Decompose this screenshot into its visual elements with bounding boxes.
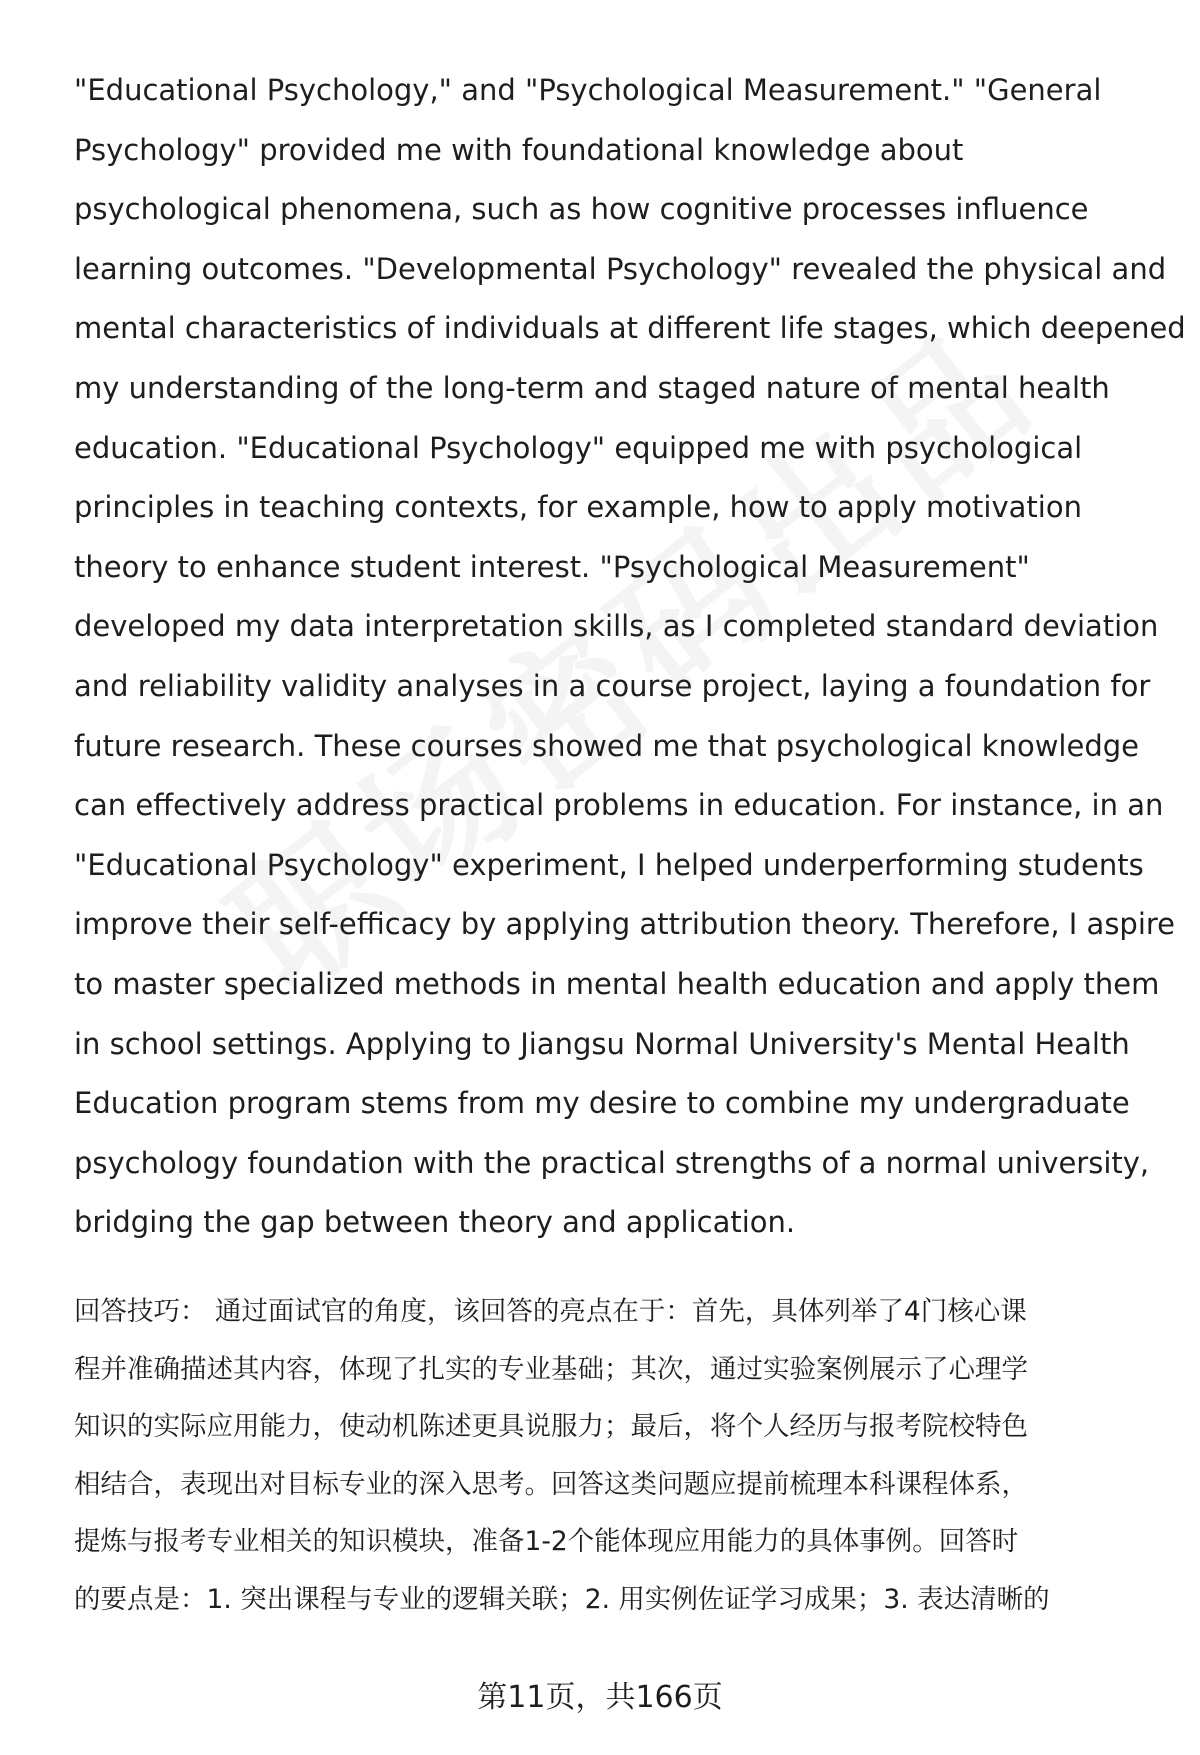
answer-tips [74,1283,1164,1628]
paragraph-line: developed my data interpretation skills, as I completed standard deviation [74,609,1159,644]
tips-line: 提炼与报考专业相关的知识模块，准备1-2个能体现应用能力的具体事例。回答时 [74,1526,1019,1557]
paragraph-line: Psychology" provided me with foundational knowledge about [74,132,964,167]
paragraph-line: psychology foundation with the practical strengths of a normal university, [74,1145,1150,1180]
paragraph-line: can effectively address practical problems in education. For instance, in an [74,788,1164,823]
tips-line: 程并准确描述其内容，体现了扎实的专业基础；其次，通过实验案例展示了心理学 [74,1353,1028,1385]
tips-line: 的要点是：1. 突出课程与专业的逻辑关联；2. 用实例佐证学习成果；3. 表达清晰的 [74,1583,1050,1615]
paragraph-line: and reliability validity analyses in a course project, laying a foundation for [74,668,1151,703]
paragraph-line: bridging the gap between theory and application. [74,1205,796,1240]
tips-line: 相结合，表现出对目标专业的深入思考。回答这类问题应提前梳理本科课程体系， [74,1468,1028,1500]
paragraph-line: mental characteristics of individuals at different life stages, which deepened [74,311,1186,346]
paragraph-line: "Educational Psychology" experiment, I helped underperforming students [74,847,1144,882]
tips-line: 回答技巧： 通过面试官的角度，该回答的亮点在于：首先，具体列举了4门核心课 [74,1296,1027,1327]
answer-paragraph [74,61,1186,1253]
paragraph-line: "Educational Psychology," and "Psychological Measurement." "General [74,73,1102,107]
paragraph-line: in school settings. Applying to Jiangsu Normal University's Mental Health [74,1026,1130,1061]
paragraph-line: learning outcomes. "Developmental Psychology" revealed the physical and [74,251,1167,286]
paragraph-line: my understanding of the long-term and staged nature of mental health [74,370,1110,405]
tips-line: 知识的实际应用能力，使动机陈述更具说服力；最后，将个人经历与报考院校特色 [74,1411,1028,1442]
page-number: 第11页，共166页 [477,1680,723,1715]
paragraph-line: to master specialized methods in mental health education and apply them [74,966,1160,1001]
paragraph-line: improve their self-efficacy by applying attribution theory. Therefore, I aspire [74,907,1176,942]
paragraph-line: education. "Educational Psychology" equipped me with psychological [74,430,1083,465]
paragraph-line: Education program stems from my desire to combine my undergraduate [74,1086,1130,1121]
paragraph-line: psychological phenomena, such as how cognitive processes influence [74,192,1089,227]
paragraph-line: theory to enhance student interest. "Psychological Measurement" [74,549,1030,584]
paragraph-line: principles in teaching contexts, for example, how to apply motivation [74,490,1082,525]
paragraph-line: future research. These courses showed me that psychological knowledge [74,728,1139,763]
